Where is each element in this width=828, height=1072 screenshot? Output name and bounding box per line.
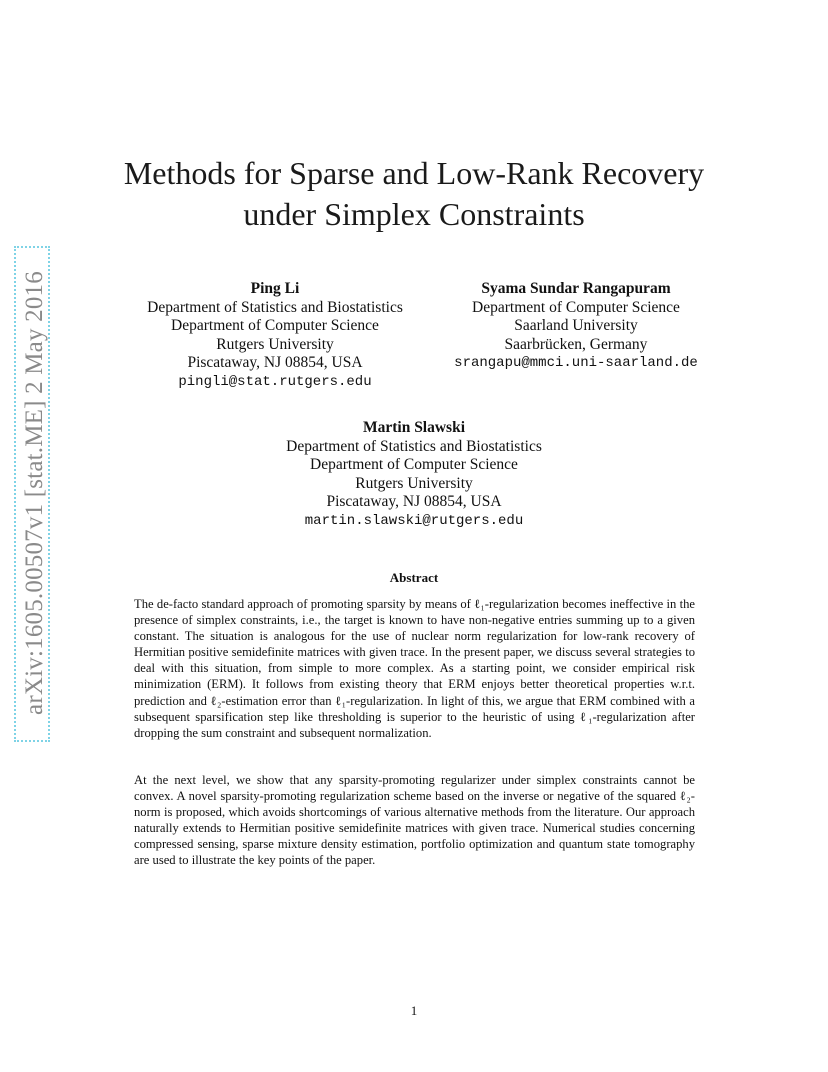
page-number: 1 bbox=[410, 1003, 418, 1018]
author-name: Martin Slawski bbox=[362, 419, 466, 436]
author-affiliation: Saarland University bbox=[514, 317, 638, 335]
author-name: Syama Sundar Rangapuram bbox=[481, 280, 671, 297]
author-block-rangapuram bbox=[445, 280, 707, 373]
author-affiliation: Department of Computer Science bbox=[310, 456, 518, 474]
author-email[interactable]: srangapu@mmci.uni-saarland.de bbox=[454, 355, 698, 372]
author-affiliation: Department of Statistics and Biostatistics bbox=[147, 298, 403, 316]
author-affiliation: Department of Statistics and Biostatistics bbox=[286, 437, 542, 455]
author-email[interactable]: pingli@stat.rutgers.edu bbox=[178, 373, 372, 390]
title-line-2: under Simplex Constraints bbox=[243, 196, 585, 232]
author-name: Ping Li bbox=[250, 280, 300, 297]
author-block-ping-li bbox=[120, 280, 430, 392]
author-email[interactable]: martin.slawski@rutgers.edu bbox=[304, 512, 524, 529]
author-affiliation: Piscataway, NJ 08854, USA bbox=[326, 493, 502, 511]
author-affiliation: Rutgers University bbox=[355, 474, 473, 492]
author-affiliation: Rutgers University bbox=[216, 335, 334, 353]
arxiv-identifier: arXiv:1605.00507v1 [stat.ME] 2 May 2016 bbox=[21, 271, 48, 715]
author-affiliation: Department of Computer Science bbox=[472, 298, 680, 316]
author-affiliation: Saarbrücken, Germany bbox=[504, 335, 648, 353]
author-affiliation: Department of Computer Science bbox=[171, 317, 379, 335]
author-block-slawski bbox=[240, 419, 588, 531]
title-line-1: Methods for Sparse and Low-Rank Recovery bbox=[123, 155, 705, 191]
paper-title bbox=[80, 153, 748, 235]
abstract-paragraph-1: The de-facto standard approach of promoting sparsity by means of ℓ₁-regularization becomes ineffective in the presence of simplex constraints, i.e., the target is known to have non-negative entries summing up to a given constant. The situation is analogous for the use of nuclear norm regularization for low-rank recovery of Hermitian positive semidefinite matrices with given trace. In the present paper, we discuss several strategies to deal with this situation, from simple to more complex. As a starting point, we consider empirical risk minimization (ERM). It follows from existing theory that ERM enjoys better theoretical properties w.r.t. prediction and ℓ₂-estimation error than ℓ₁-regularization. In light of this, we argue that ERM combined with a subsequent sparsification step like thresholding is superior to the heuristic of using ℓ₁-regularization after dropping the sum constraint and subsequent normalization. bbox=[134, 597, 695, 740]
abstract-heading: Abstract bbox=[389, 570, 439, 585]
author-affiliation: Piscataway, NJ 08854, USA bbox=[187, 354, 363, 372]
abstract-paragraph-2: At the next level, we show that any sparsity-promoting regularizer under simplex constraints cannot be convex. A novel sparsity-promoting regularization scheme based on the inverse or negative of the squared ℓ₂-norm is proposed, which avoids shortcomings of various alternative methods from the literature. Our approach naturally extends to Hermitian positive semidefinite matrices with given trace. Numerical studies concerning compressed sensing, sparse mixture density estimation, portfolio optimization and quantum state tomography are used to illustrate the key points of the paper. bbox=[134, 773, 695, 868]
